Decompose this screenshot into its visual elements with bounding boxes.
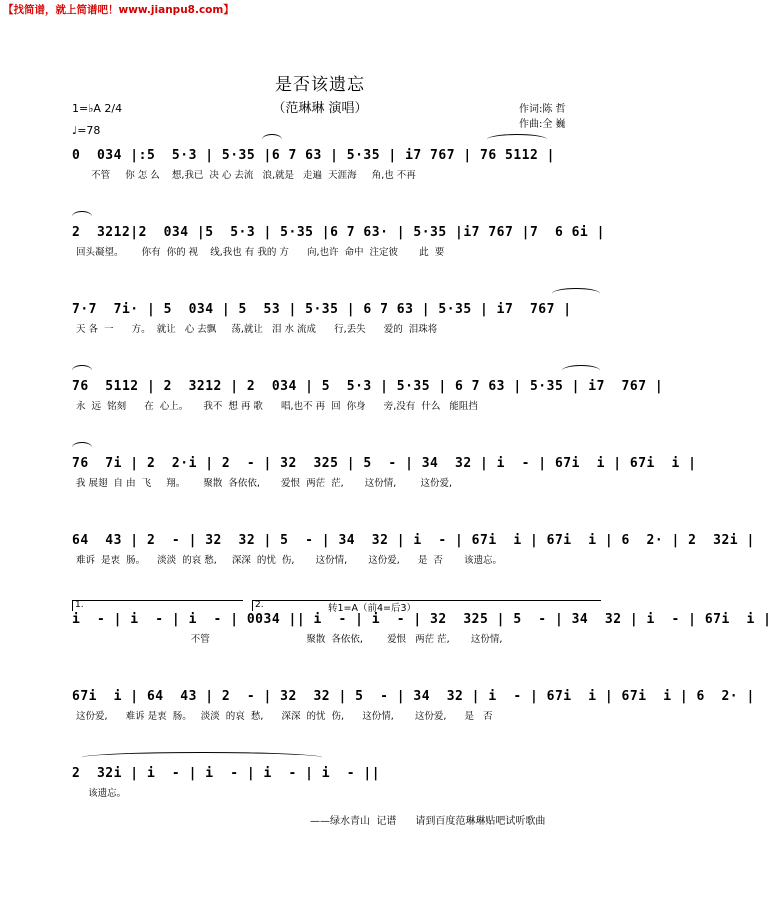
second-ending-bracket: 2. bbox=[252, 600, 601, 611]
site-banner[interactable]: 【找简谱，就上简谱吧！www.jianpu8.com】 bbox=[3, 4, 234, 16]
lyrics: 回头凝望。 你有 你的 视 线,我也 有 我的 方 向,也许 命中 注定彼 此 要 bbox=[76, 247, 445, 258]
lyrics: 我 展翅 自 由 飞 翔。 聚散 各依依, 爱恨 两茫 茫, 这份情, 这份爱, bbox=[76, 478, 452, 489]
song-title: 是否该遗忘 bbox=[275, 75, 365, 95]
lyrics: 不管 你 怎 么 想,我已 决 心 去流 浪,就是 走遍 天涯海 角,也 不再 bbox=[76, 170, 416, 181]
score-line-3 bbox=[72, 302, 600, 344]
score-line-9 bbox=[72, 766, 600, 808]
notation: 2 32i | i - | i - | i - | i - || bbox=[72, 766, 381, 781]
score-line-5 bbox=[72, 456, 697, 498]
lyrics: 天 各 一 方。 就让 心 去飘 荡,就让 泪 水 流成 行,丢失 爱的 泪珠将 bbox=[76, 324, 438, 335]
notation: 67i i | 64 43 | 2 - | 32 32 | 5 - | 34 32 | i - | 67i i | 67i i | 6 2· | bbox=[72, 689, 755, 704]
notation: 76 5112 | 2 3212 | 2 034 | 5 5·3 | 5·35 | 6 7 63 | 5·35 | i7 767 | bbox=[72, 379, 664, 394]
score-line-1 bbox=[72, 148, 600, 190]
score-line-8 bbox=[72, 689, 755, 731]
lyrics: 该遗忘。 bbox=[76, 788, 127, 799]
score-line-6 bbox=[72, 533, 755, 575]
lyrics: 不管 聚散 各依依, 爱恨 两茫 茫, 这份情, bbox=[76, 634, 503, 645]
tempo-mark: ♩=78 bbox=[72, 124, 101, 137]
notation: 0 034 |:5 5·3 | 5·35 |6 7 63 | 5·35 | i7 767 | 76 5112 | bbox=[72, 148, 555, 163]
score-line-7 bbox=[72, 600, 771, 654]
lyrics: 永 远 铭刻 在 心上。 我不 想 再 歌 唱,也不 再 回 你身 旁,没有 什么 能阻挡 bbox=[76, 401, 478, 412]
first-ending-bracket: 1. bbox=[72, 600, 243, 611]
notation: 64 43 | 2 - | 32 32 | 5 - | 34 32 | i - | 67i i | 67i i | 6 2· | 2 32i | bbox=[72, 533, 755, 548]
modulation-note: 转1=A（前4=后3） bbox=[328, 603, 417, 614]
lyricist-credit: 作词:陈 哲 bbox=[519, 104, 566, 115]
composer-credit: 作曲:全 巍 bbox=[519, 119, 566, 130]
score-line-2 bbox=[72, 225, 605, 267]
score-line-4 bbox=[72, 379, 664, 421]
song-subtitle: （范琳琳 演唱） bbox=[272, 101, 368, 116]
notation: 7·7 7i· | 5 034 | 5 53 | 5·35 | 6 7 63 | 5·35 | i7 767 | bbox=[72, 302, 572, 317]
key-signature: 1=♭A 2/4 bbox=[72, 102, 123, 115]
footer-note: ——绿水青山 记谱 请到百度范琳琳贴吧试听歌曲 bbox=[310, 816, 546, 827]
lyrics: 难诉 是衷 肠。 淡淡 的哀 愁, 深深 的忧 伤, 这份情, 这份爱, 是 否 该遗忘。 bbox=[76, 555, 503, 566]
notation: 2 3212|2 034 |5 5·3 | 5·35 |6 7 63· | 5·35 |i7 767 |7 6 6i | bbox=[72, 225, 605, 240]
lyrics: 这份爱, 难诉 是衷 肠。 淡淡 的哀 愁, 深深 的忧 伤, 这份情, 这份爱, 是 否 bbox=[76, 711, 493, 722]
notation: 76 7i | 2 2·i | 2 - | 32 325 | 5 - | 34 32 | i - | 67i i | 67i i | bbox=[72, 456, 697, 471]
notation: i - | i - | i - | 0034 || i - | i - | 32 325 | 5 - | 34 32 | i - | 67i i | bbox=[72, 612, 771, 627]
